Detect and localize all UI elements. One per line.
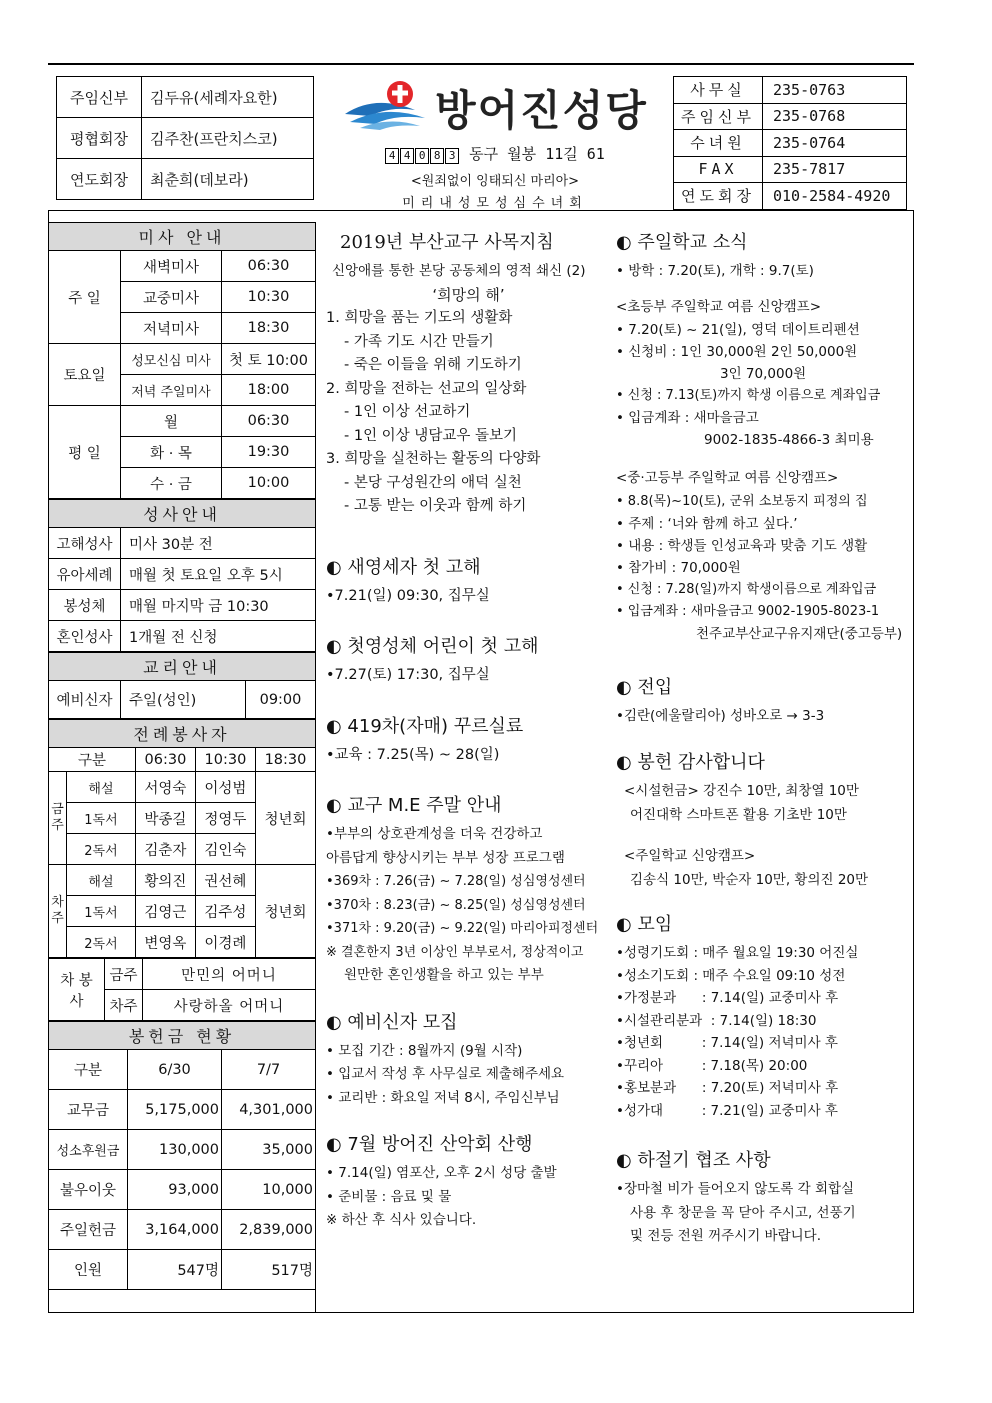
notice-line: •7.21(일) 09:30, 집무실 — [326, 587, 490, 604]
phone-value: 010-2584-4920 — [763, 183, 907, 210]
offering-head: 6/30 — [128, 1050, 222, 1090]
notice-line: • 준비물 : 음료 및 물 — [326, 1188, 452, 1205]
offering-amount: 4,301,000 — [222, 1090, 316, 1130]
phone-key: FAX — [674, 156, 763, 183]
liturgy-head: 06:30 — [135, 748, 195, 772]
notice-line: • 신청비 : 1인 30,000원 2인 50,000원 — [616, 344, 858, 360]
mass-time: 10:00 — [222, 468, 316, 499]
notice-line: •370차 : 8.23(금) ~ 8.25(일) 성심영성센터 — [326, 897, 586, 913]
liturgy-head: 18:30 — [255, 748, 315, 772]
notice-line: • 참가비 : 70,000원 — [616, 559, 741, 576]
phone-value: 235-0763 — [763, 77, 907, 104]
mass-time: 첫 토 10:00 — [222, 344, 316, 375]
liturgy-server: 이성범 — [195, 772, 255, 803]
mass-time: 19:30 — [222, 437, 316, 468]
offering-amount: 547명 — [128, 1250, 222, 1290]
mass-name: 수 · 금 — [121, 468, 222, 499]
notice-line: • 입금계좌 : 새마을금고 — [616, 410, 759, 426]
section-header: 성사안내 — [49, 500, 316, 528]
doctrine-value: 주일(성인) — [121, 681, 246, 719]
liturgy-head: 10:30 — [195, 748, 255, 772]
phone-value: 235-7817 — [763, 156, 907, 183]
phone-key: 사무실 — [674, 77, 763, 104]
policy-year: ‘희망의 해’ — [432, 285, 505, 304]
notice-line: • 신청 : 7.28(일)까지 학생이름으로 계좌입금 — [616, 581, 877, 597]
staff-value: 김주찬(프란치스코) — [142, 118, 314, 159]
notice-line: • 신청 : 7.13(토)까지 학생 이름으로 계좌입금 — [616, 388, 881, 403]
mass-group-label: 평 일 — [49, 406, 121, 499]
religious-order: 미리내성모성심수녀회 — [402, 196, 588, 211]
offering-amount: 517명 — [222, 1250, 316, 1290]
phone-key: 수녀원 — [674, 130, 763, 157]
policy-line: - 고통 받는 이웃과 함께 하기 — [344, 498, 527, 514]
liturgy-role: 해설 — [67, 865, 136, 896]
postal-digit: 4 — [400, 148, 414, 164]
header-phone-table — [673, 76, 907, 210]
sacrament-key: 고해성사 — [49, 528, 121, 559]
tea-week: 차주 — [105, 990, 143, 1021]
notice-line: 9002-1835-4866-3 최미용 — [704, 432, 874, 448]
policy-line: 2. 희망을 전하는 선교의 일상화 — [326, 380, 527, 397]
section-title: ◐ 주일학교 소식 — [616, 232, 748, 253]
tea-week: 금주 — [105, 959, 143, 990]
church-logo — [340, 76, 650, 136]
liturgy-server: 권선혜 — [195, 865, 255, 896]
liturgy-evening: 청년회 — [255, 772, 315, 865]
staff-value: 최춘희(데보라) — [142, 159, 314, 200]
notice-line: ※ 결혼한지 3년 이상인 부부로서, 정상적이고 — [326, 944, 584, 960]
mass-time: 18:30 — [222, 313, 316, 344]
offering-key: 불우이웃 — [49, 1170, 128, 1210]
section-title: ◐ 예비신자 모집 — [326, 1011, 458, 1033]
liturgy-server: 김주성 — [195, 896, 255, 927]
mass-table — [48, 222, 316, 499]
liturgy-server: 서영숙 — [135, 772, 195, 803]
left-info-column — [48, 222, 316, 1313]
sacrament-value: 매월 마지막 금 10:30 — [121, 590, 316, 621]
postal-digit: 4 — [385, 148, 399, 164]
notice-line: 어진대학 스마트폰 활용 기초반 10만 — [630, 806, 847, 823]
mass-group-label: 토요일 — [49, 344, 121, 406]
offering-amount: 93,000 — [128, 1170, 222, 1210]
street-address: 동구 월봉 11길 61 — [469, 145, 605, 163]
tea-group: 사랑하올 어머니 — [143, 990, 316, 1021]
notice-line: •369차 : 7.26(금) ~ 7.28(일) 성심영성센터 — [326, 874, 586, 889]
liturgy-role: 2독서 — [67, 927, 136, 958]
notice-line: • 주제 : ‘너와 함께 하고 싶다.’ — [616, 515, 798, 532]
notice-line: 천주교부산교구유지재단(중고등부) — [696, 625, 903, 642]
staff-key: 평협회장 — [57, 118, 142, 159]
phone-value: 235-0768 — [763, 103, 907, 130]
notice-line: •부부의 상호관계성을 더욱 건강하고 — [326, 826, 543, 842]
offering-amount: 2,839,000 — [222, 1210, 316, 1250]
notice-line: • 방학 : 7.20(토), 개학 : 9.7(토) — [616, 263, 814, 279]
notice-line: •장마철 비가 들어오지 않도록 각 회합실 — [616, 1181, 855, 1197]
notice-line: • 모집 기간 : 8월까지 (9월 시작) — [326, 1042, 523, 1059]
section-title: ◐ 419차(자매) 꾸르실료 — [326, 715, 524, 737]
offering-table — [48, 1021, 316, 1290]
sacrament-key: 유아세례 — [49, 559, 121, 590]
notice-line: •성소기도회 : 매주 수요일 09:10 성전 — [616, 967, 846, 984]
mass-name: 화 · 목 — [121, 437, 222, 468]
section-header: 봉헌금 현황 — [49, 1022, 316, 1050]
staff-key: 연도회장 — [57, 159, 142, 200]
offering-key: 인원 — [49, 1250, 128, 1290]
liturgy-week-label: 차주 — [49, 865, 67, 958]
doctrine-key: 예비신자 — [49, 681, 121, 719]
notice-line: 및 전등 전원 꺼주시기 바랍니다. — [630, 1228, 821, 1244]
offering-amount: 130,000 — [128, 1130, 222, 1170]
policy-line: - 가족 기도 시간 만들기 — [344, 333, 494, 350]
mass-time: 06:30 — [222, 251, 316, 282]
mass-time: 10:30 — [222, 282, 316, 313]
mass-time: 18:00 — [222, 375, 316, 406]
liturgy-server: 김인숙 — [195, 834, 255, 865]
notice-line: • 교리반 : 화요일 저녁 8시, 주임신부님 — [326, 1089, 560, 1106]
mass-group-label: 주 일 — [49, 251, 121, 344]
postal-digit: 3 — [445, 148, 459, 164]
mass-name: 저녁미사 — [121, 313, 222, 344]
phone-key: 연도회장 — [674, 183, 763, 210]
policy-subtitle: 신앙애를 통한 본당 공동체의 영적 쇄신 (2) — [332, 263, 586, 279]
notice-line: •시설관리분과 : 7.14(일) 18:30 — [616, 1012, 817, 1029]
policy-line: - 1인 이상 냉담교우 돌보기 — [344, 427, 517, 444]
mass-name: 새벽미사 — [121, 251, 222, 282]
patron-motto: <원죄없이 잉태되신 마리아> — [410, 174, 580, 189]
section-title: ◐ 전입 — [616, 676, 673, 698]
sacrament-value: 미사 30분 전 — [121, 528, 316, 559]
notice-line: <시설헌금> 강진수 10만, 최창열 10만 — [624, 783, 859, 799]
camp-title: <중·고등부 주일학교 여름 신앙캠프> — [616, 470, 839, 486]
phone-value: 235-0764 — [763, 130, 907, 157]
liturgy-table — [48, 719, 316, 958]
postal-digit: 8 — [430, 148, 444, 164]
sacrament-key: 혼인성사 — [49, 621, 121, 652]
liturgy-head: 구분 — [49, 748, 136, 772]
section-header: 전례봉사자 — [49, 720, 316, 748]
doctrine-time: 09:00 — [246, 681, 316, 719]
section-header: 미사 안내 — [49, 223, 316, 251]
notice-line: 사용 후 창문을 꼭 닫아 주시고, 선풍기 — [630, 1204, 856, 1221]
policy-line: - 1인 이상 선교하기 — [344, 404, 471, 420]
section-title: ◐ 봉헌 감사합니다 — [616, 752, 765, 773]
notice-line: ※ 하산 후 식사 있습니다. — [326, 1212, 477, 1228]
liturgy-server: 황의진 — [135, 865, 195, 896]
notice-line: •청년회 : 7.14(일) 저녁미사 후 — [616, 1035, 838, 1051]
offering-key: 주일헌금 — [49, 1210, 128, 1250]
tea-service-table — [48, 958, 316, 1021]
notice-line: • 7.20(토) ~ 21(일), 영덕 데이트리펜션 — [616, 322, 860, 338]
notice-line: •성가대 : 7.21(일) 교중미사 후 — [616, 1102, 838, 1119]
header-staff-table — [56, 76, 314, 200]
church-name: 방어진성당 — [435, 86, 648, 135]
policy-line: - 죽은 이들을 위해 기도하기 — [344, 357, 522, 373]
section-header: 교리안내 — [49, 653, 316, 681]
section-title: ◐ 7월 방어진 산악회 산행 — [326, 1134, 533, 1155]
notice-line: •성령기도회 : 매주 월요일 19:30 어진실 — [616, 945, 859, 961]
notice-line: 김송식 10만, 박순자 10만, 황의진 20만 — [630, 871, 869, 888]
liturgy-server: 이경례 — [195, 927, 255, 958]
policy-line: 3. 희망을 실천하는 활동의 다양화 — [326, 451, 541, 467]
staff-key: 주임신부 — [57, 77, 142, 118]
liturgy-role: 1독서 — [67, 803, 136, 834]
notice-line: • 8.8(목)~10(토), 군위 소보동지 피정의 집 — [616, 493, 868, 509]
section-title: ◐ 새영세자 첫 고해 — [326, 556, 481, 578]
offering-amount: 35,000 — [222, 1130, 316, 1170]
section-title: ◐ 첫영성체 어린이 첫 고해 — [326, 636, 539, 657]
notice-line: • 입금계좌 : 새마을금고 9002-1905-8023-1 — [616, 603, 880, 619]
section-title: ◐ 모임 — [616, 914, 673, 935]
camp-title: <초등부 주일학교 여름 신앙캠프> — [616, 298, 822, 315]
liturgy-server: 김영근 — [135, 896, 195, 927]
postal-digit: 0 — [415, 148, 429, 164]
church-address — [330, 143, 660, 164]
notice-line: 3인 70,000원 — [720, 366, 807, 382]
liturgy-server: 정영두 — [195, 803, 255, 834]
notice-line: • 입교서 작성 후 사무실로 제출해주세요 — [326, 1066, 565, 1082]
phone-key: 주임신부 — [674, 103, 763, 130]
liturgy-role: 해설 — [67, 772, 136, 803]
top-rule — [48, 63, 914, 65]
liturgy-server: 박종길 — [135, 803, 195, 834]
offering-head: 구분 — [49, 1050, 128, 1090]
notice-line: 원만한 혼인생활을 하고 있는 부부 — [344, 967, 544, 983]
notice-line: •7.27(토) 17:30, 집무실 — [326, 667, 490, 683]
notice-line: • 내용 : 학생들 인성교육과 맞춤 기도 생활 — [616, 537, 868, 554]
doctrine-table — [48, 652, 316, 719]
policy-title: 2019년 부산교구 사목지침 — [340, 232, 554, 253]
policy-line: 1. 희망을 품는 기도의 생활화 — [326, 310, 513, 326]
policy-line: - 본당 구성원간의 애덕 실천 — [344, 474, 522, 491]
mass-name: 교중미사 — [121, 282, 222, 313]
offering-head: 7/7 — [222, 1050, 316, 1090]
middle-column — [326, 228, 611, 1233]
notice-line: •꾸리아 : 7.18(목) 20:00 — [616, 1057, 808, 1074]
staff-value: 김두유(세례자요한) — [142, 77, 314, 118]
mass-name: 월 — [121, 406, 222, 437]
offering-key: 교무금 — [49, 1090, 128, 1130]
notice-line: •김란(에울랄리아) 성바오로 → 3-3 — [616, 707, 825, 724]
mass-name: 성모신심 미사 — [121, 344, 222, 375]
right-column — [616, 228, 916, 1249]
sacrament-value: 1개월 전 신청 — [121, 621, 316, 652]
liturgy-server: 김춘자 — [135, 834, 195, 865]
liturgy-role: 2독서 — [67, 834, 136, 865]
notice-line: •가정분과 : 7.14(일) 교중미사 후 — [616, 990, 839, 1006]
notice-line: •홍보분과 : 7.20(토) 저녁미사 후 — [616, 1080, 839, 1096]
section-title: ◐ 하절기 협조 사항 — [616, 1150, 771, 1171]
liturgy-week-label: 금주 — [49, 772, 67, 865]
offering-amount: 3,164,000 — [128, 1210, 222, 1250]
liturgy-evening: 청년회 — [255, 865, 315, 958]
offering-amount: 5,175,000 — [128, 1090, 222, 1130]
mass-name: 저녁 주일미사 — [121, 375, 222, 406]
notice-line: <주일학교 신앙캠프> — [624, 848, 756, 864]
tea-label: 차 봉 사 — [49, 959, 105, 1021]
notice-line: •371차 : 9.20(금) ~ 9.22(일) 마리아피정센터 — [326, 921, 599, 936]
sacrament-value: 매월 첫 토요일 오후 5시 — [121, 559, 316, 590]
mass-time: 06:30 — [222, 406, 316, 437]
liturgy-server: 변영옥 — [135, 927, 195, 958]
notice-line: 아름답게 향상시키는 부부 성장 프로그램 — [326, 849, 565, 866]
offering-key: 성소후원금 — [49, 1130, 128, 1170]
liturgy-role: 1독서 — [67, 896, 136, 927]
tea-group: 만민의 어머니 — [143, 959, 316, 990]
offering-amount: 10,000 — [222, 1170, 316, 1210]
notice-line: •교육 : 7.25(목) ~ 28(일) — [326, 746, 500, 763]
sacrament-table — [48, 499, 316, 652]
sacrament-key: 봉성체 — [49, 590, 121, 621]
notice-line: • 7.14(일) 염포산, 오후 2시 성당 출발 — [326, 1165, 557, 1181]
section-title: ◐ 교구 M.E 주말 안내 — [326, 795, 502, 816]
